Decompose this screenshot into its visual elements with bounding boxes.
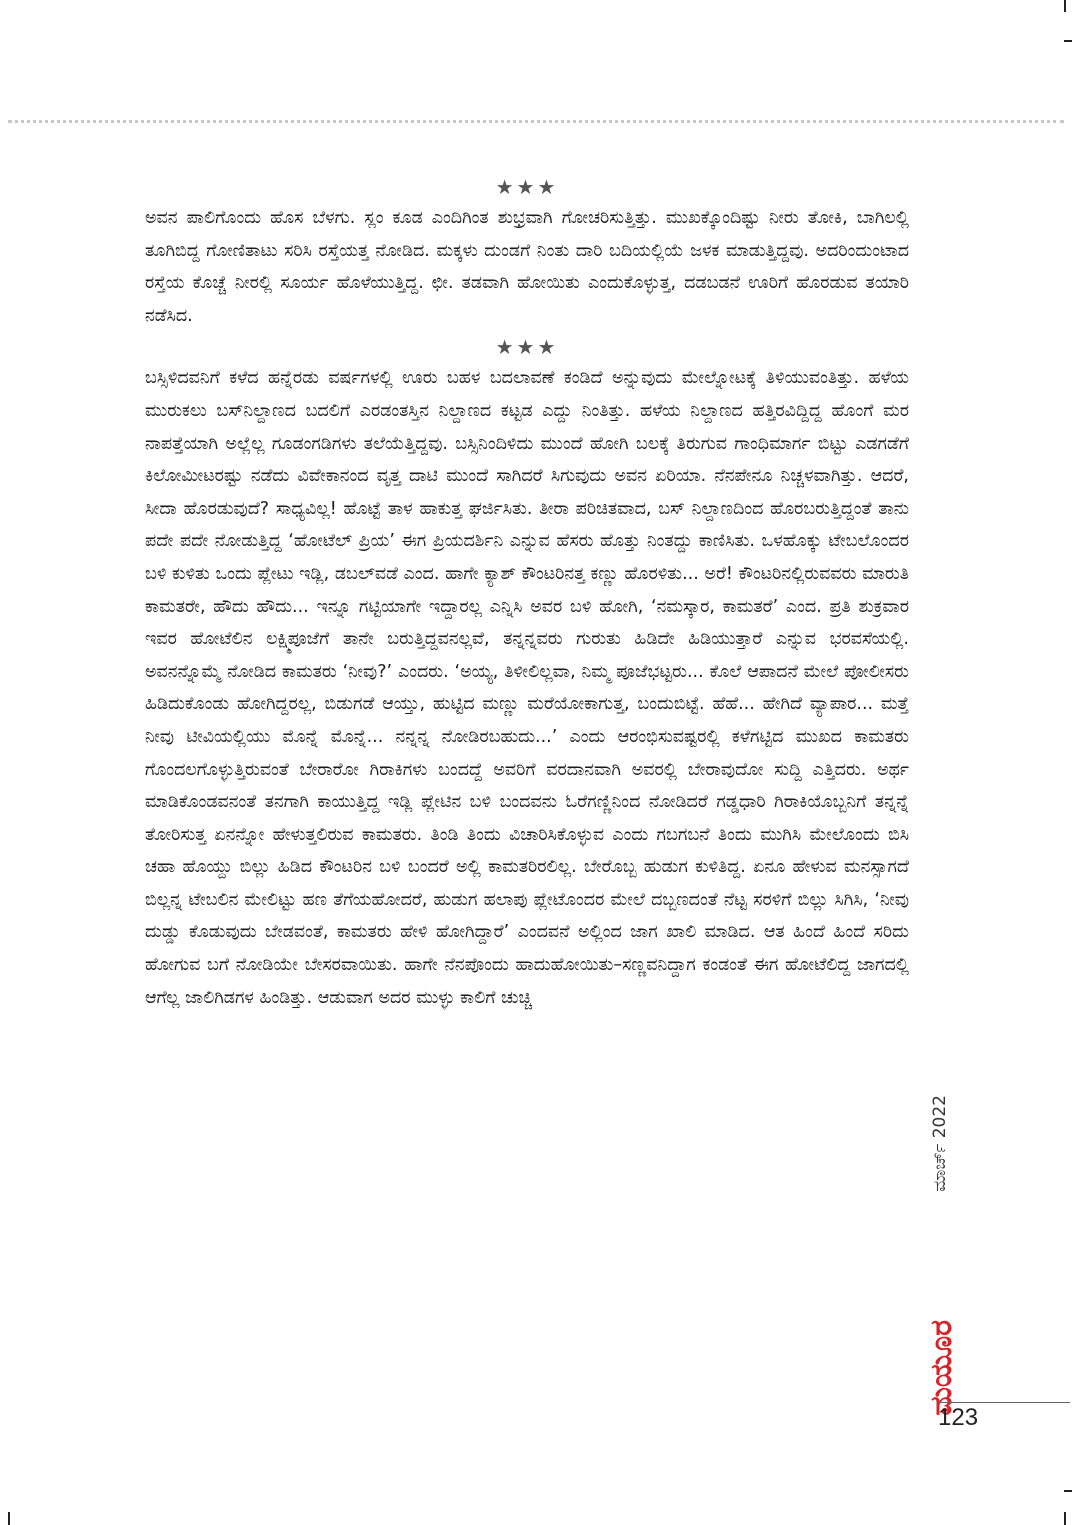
magazine-logo: ಮಯೂರ — [924, 1320, 959, 1416]
section-separator: ★★★ — [495, 335, 559, 360]
crop-mark-bottom-left — [8, 1512, 10, 1525]
folio-rule — [938, 1402, 1070, 1403]
paragraph: ಅವನ ಪಾಲಿಗೊಂದು ಹೊಸ ಬೆಳಗು. ಸ್ಲಂ ಕೂಡ ಎಂದಿಗಿಂತ ಶುಭ್ರವಾಗಿ ಗೋಚರಿಸುತ್ತಿತ್ತು. ಮುಖಕ್ಕೊಂದಿಷ್ಟು ನೀರು ತೋಕಿ, ಬಾಗಿಲಲ್ಲಿ ತೂಗಿಬಿದ್ದ ಗೋಣಿತಾಟು ಸರಿಸಿ ರಸ್ತೆಯತ್ತ ನೋಡಿದ. ಮಕ್ಕಳು ದುಂಡಗೆ ನಿಂತು ದಾರಿ ಬದಿಯಲ್ಲಿಯೆ ಜಳಕ ಮಾಡುತ್ತಿದ್ದವು. ಅದರಿಂದುಂಟಾದ ರಸ್ತೆಯ ಕೊಚ್ಚೆ ನೀರಲ್ಲಿ ಸೂರ್ಯ ಹೊಳೆಯುತ್ತಿದ್ದ. ಛೀ. ತಡವಾಗಿ ಹೋಯಿತು ಎಂದುಕೊಳ್ಳುತ್ತ, ದಡಬಡನೆ ಊರಿಗೆ ಹೊರಡುವ ತಯಾರಿ ನಡೆಸಿದ. — [145, 208, 909, 326]
crop-mark-bottom-right — [1064, 1490, 1072, 1492]
crop-mark-top — [1064, 0, 1066, 12]
paragraph: ಬಸ್ಸಿಳಿದವನಿಗೆ ಕಳೆದ ಹನ್ನೆರಡು ವರ್ಷಗಳಲ್ಲಿ ಊರು ಬಹಳ ಬದಲಾವಣೆ ಕಂಡಿದೆ ಅನ್ನುವುದು ಮೇಲ್ನೋಟಕ್ಕೆ ತಿಳಿಯುವಂತಿತ್ತು. ಹಳೆಯ ಮುರುಕಲು ಬಸ್‌ನಿಲ್ದಾಣದ ಬದಲಿಗೆ ಎರಡಂತಸ್ತಿನ ನಿಲ್ದಾಣದ ಕಟ್ಟಡ ಎದ್ದು ನಿಂತಿತ್ತು. ಹಳೆಯ ನಿಲ್ದಾಣದ ಹತ್ತಿರವಿದ್ದಿದ್ದ ಹೊಂಗೆ ಮರ ನಾಪತ್ತೆಯಾಗಿ ಅಲ್ಲೆಲ್ಲ ಗೂಡಂಗಡಿಗಳು ತಲೆಯೆತ್ತಿದ್ದವು. ಬಸ್ಸಿನಿಂದಿಳಿದು ಮುಂದೆ ಹೋಗಿ ಬಲಕ್ಕೆ ತಿರುಗುವ ಗಾಂಧಿಮಾರ್ಗ ಬಿಟ್ಟು ಎಡಗಡೆಗೆ ಕಿಲೋಮೀಟರಷ್ಟು ನಡೆದು ವಿವೇಕಾನಂದ ವೃತ್ತ ದಾಟಿ ಮುಂದೆ ಸಾಗಿದರೆ ಸಿಗುವುದು ಅವನ ಏರಿಯಾ. ನೆನಪೇನೂ ನಿಚ್ಚಳವಾಗಿತ್ತು. ಆದರೆ, ಸೀದಾ ಹೊರಡುವುದೆ? ಸಾಧ್ಯವಿಲ್ಲ! ಹೊಟ್ಟೆ ತಾಳ ಹಾಕುತ್ತ ಘರ್ಜಿಸಿತು. ತೀರಾ ಪರಿಚಿತವಾದ, ಬಸ್ ನಿಲ್ದಾಣದಿಂದ ಹೊರಬರುತ್ತಿದ್ದಂತೆ ತಾನು ಪದೇ ಪದೇ ನೋಡುತ್ತಿದ್ದ ‘ಹೋಟೆಲ್ ಪ್ರಿಯ’ ಈಗ ಪ್ರಿಯದರ್ಶಿನಿ ಎನ್ನುವ ಹೆಸರು ಹೊತ್ತು ನಿಂತದ್ದು ಕಾಣಿಸಿತು. ಒಳಹೊಕ್ಕು ಟೇಬಲೊಂದರ ಬಳಿ ಕುಳಿತು ಒಂದು ಪ್ಲೇಟು ಇಡ್ಲಿ, ಡಬಲ್‌ವಡೆ ಎಂದ. ಹಾಗೇ ಕ್ಯಾಶ್ ಕೌಂಟರಿನತ್ತ ಕಣ್ಣು ಹೊರಳಿತು... ಅರೆ! ಕೌಂಟರಿನಲ್ಲಿರುವವರು ಮಾರುತಿ ಕಾಮತರೇ, ಹೌದು ಹೌದು... ಇನ್ನೂ ಗಟ್ಟಿಯಾಗೇ ಇದ್ದಾರಲ್ಲ ಎನ್ನಿಸಿ ಅವರ ಬಳಿ ಹೋಗಿ, ‘ನಮಸ್ಕಾರ, ಕಾಮತರೆ’ ಎಂದ. ಪ್ರತಿ ಶುಕ್ರವಾರ ಇವರ ಹೋಟೆಲಿನ ಲಕ್ಷ್ಮಿಪೂಜೆಗೆ ತಾನೇ ಬರುತ್ತಿದ್ದವನಲ್ಲವೆ, ತನ್ನನ್ನವರು ಗುರುತು ಹಿಡಿದೇ ಹಿಡಿಯುತ್ತಾರೆ ಎನ್ನುವ ಭರವಸೆಯಲ್ಲಿ. ಅವನನ್ನೊಮ್ಮೆ ನೋಡಿದ ಕಾಮತರು ‘ನೀವು?’ ಎಂದರು. ‘ಅಯ್ಯ, ತಿಳೀಲಿಲ್ಲವಾ, ನಿಮ್ಮ ಪೂಜೆಭಟ್ಟರು... ಕೊಲೆ ಆಪಾದನೆ ಮೇಲೆ ಪೋಲೀಸರು ಹಿಡಿದುಕೊಂಡು ಹೋಗಿದ್ದರಲ್ಲ, ಬಿಡುಗಡೆ ಆಯ್ತು, ಹುಟ್ಟಿದ ಮಣ್ಣು ಮರೆಯೋಕಾಗುತ್ತ, ಬಂದುಬಿಟ್ಟೆ. ಹೆಹೆ... ಹೇಗಿದೆ ವ್ಯಾಪಾರ... ಮತ್ತೆ ನೀವು ಟೀವಿಯಲ್ಲಿಯು ಮೊನ್ನೆ ಮೊನ್ನೆ... ನನ್ನನ್ನ ನೋಡಿರಬಹುದು...’ ಎಂದು ಆರಂಭಿಸುವಷ್ಟರಲ್ಲಿ ಕಳೆಗಟ್ಟಿದ ಮುಖದ ಕಾಮತರು ಗೊಂದಲಗೊಳ್ಳುತ್ತಿರುವಂತೆ ಬೇರಾರೋ ಗಿರಾಕಿಗಳು ಬಂದದ್ದೆ ಅವರಿಗೆ ವರದಾನವಾಗಿ ಅವರಲ್ಲಿ ಬೇರಾವುದೋ ಸುದ್ದಿ ಎತ್ತಿದರು. ಅರ್ಥ ಮಾಡಿಕೊಂಡವನಂತೆ ತನಗಾಗಿ ಕಾಯುತ್ತಿದ್ದ ಇಡ್ಲಿ ಪ್ಲೇಟಿನ ಬಳಿ ಬಂದವನು ಓರೆಗಣ್ಣಿನಿಂದ ನೋಡಿದರೆ ಗಡ್ಡಧಾರಿ ಗಿರಾಕಿಯೊಬ್ಬನಿಗೆ ತನ್ನನ್ನೆ ತೋರಿಸುತ್ತ ಏನನ್ನೋ ಹೇಳುತ್ತಲಿರುವ ಕಾಮತರು. ತಿಂಡಿ ತಿಂದು ವಿಚಾರಿಸಿಕೊಳ್ಳುವ ಎಂದು ಗಬಗಬನೆ ತಿಂದು ಮುಗಿಸಿ ಮೇಲೊಂದು ಬಿಸಿ ಚಹಾ ಹೊಯ್ದು ಬಿಲ್ಲು ಹಿಡಿದ ಕೌಂಟರಿನ ಬಳಿ ಬಂದರೆ ಅಲ್ಲಿ ಕಾಮತರಿರಲಿಲ್ಲ. ಬೇರೊಬ್ಬ ಹುಡುಗ ಕುಳಿತಿದ್ದ. ಏನೂ ಹೇಳುವ ಮನಸ್ಸಾಗದೆ ಬಿಲ್ಲನ್ನ ಟೇಬಲಿನ ಮೇಲಿಟ್ಟು ಹಣ ತೆಗೆಯಹೋದರೆ, ಹುಡುಗ ಹಲಾಪು ಪ್ಲೇಟೊಂದರ ಮೇಲೆ ದಬ್ಬಣದಂತೆ ನೆಟ್ಟ ಸರಳಿಗೆ ಬಿಲ್ಲು ಸಿಗಿಸಿ, ‘ನೀವು ದುಡ್ಡು ಕೊಡುವುದು ಬೇಡವಂತೆ, ಕಾಮತರು ಹೇಳಿ ಹೋಗಿದ್ದಾರೆ’ ಎಂದವನೆ ಅಲ್ಲಿಂದ ಜಾಗ ಖಾಲಿ ಮಾಡಿದ. ಆತ ಹಿಂದೆ ಹಿಂದೆ ಸರಿದು ಹೋಗುವ ಬಗೆ ನೋಡಿಯೇ ಬೇಸರವಾಯಿತು. ಹಾಗೇ ನೆನಪೊಂದು ಹಾದುಹೋಯಿತು–ಸಣ್ಣವನಿದ್ದಾಗ ಕಂಡಂತೆ ಈಗ ಹೋಟೆಲಿದ್ದ ಜಾಗದಲ್ಲಿ ಆಗೆಲ್ಲ ಜಾಲಿಗಿಡಗಳ ಹಿಂಡಿತ್ತು. ಆಡುವಾಗ ಅದರ ಮುಳ್ಳು ಕಾಲಿಗೆ ಚುಚ್ಚಿ — [145, 368, 909, 1008]
crop-mark-top-right — [1064, 40, 1072, 42]
crop-mark-bottom — [1064, 1512, 1066, 1525]
issue-date: ಮಾರ್ಚ್ 2022 — [930, 1095, 950, 1192]
header-dotted-rule — [8, 120, 1064, 123]
article-body — [145, 172, 909, 1014]
page-number: 123 — [938, 1404, 979, 1431]
section-separator: ★★★ — [495, 175, 559, 199]
